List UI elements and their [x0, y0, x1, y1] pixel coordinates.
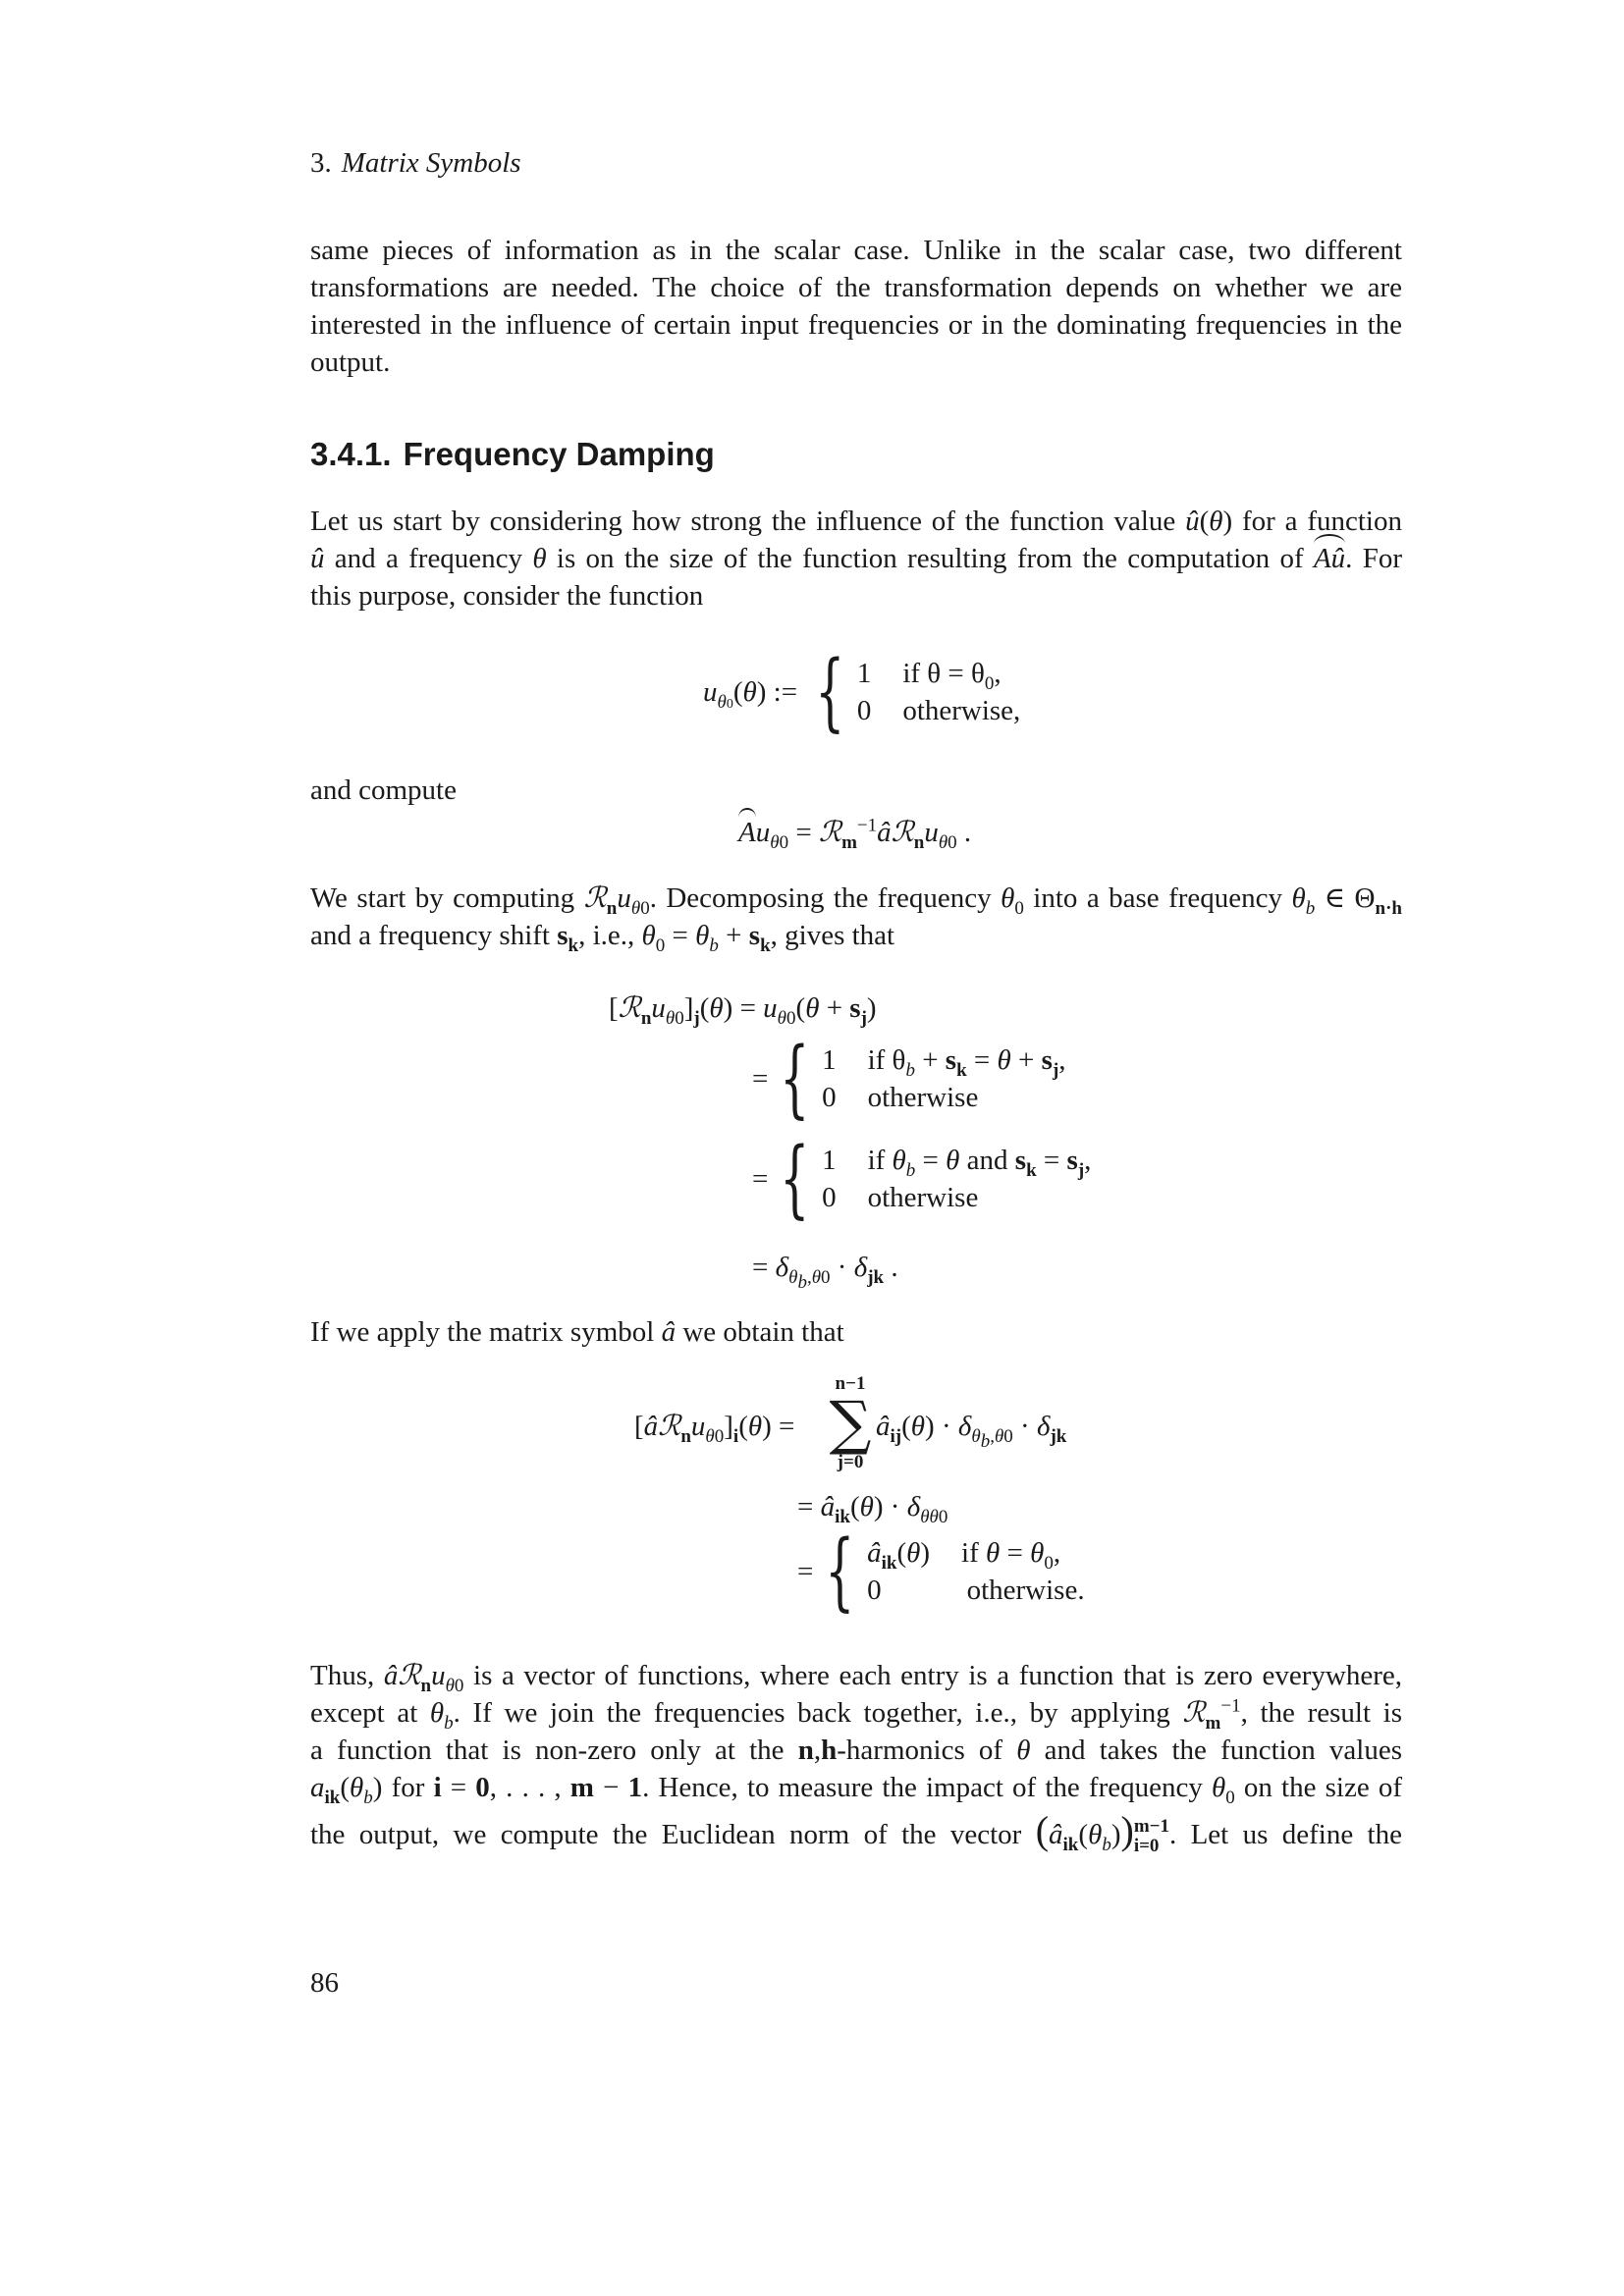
paragraph-2: Let us start by considering how strong the influence of the function value û(θ) for a function û and a frequency θ is on the size of the function resulting from the computation of Aû. For this purpose, consider the function: [310, 506, 1402, 612]
paragraph-3: We start by computing $ℛ_nu_{\theta 0}$. Decomposing the frequency $\theta_0$ into a base frequency $\theta_b$ ∈ $\Theta_{n\cdot h}$ and a frequency shift $s_k$, i.e., $\theta_0 = \theta_b + s_k$, gives that: [310, 882, 1402, 956]
paragraph-1: same pieces of information as in the scalar case. Unlike in the scalar case, two different transformations are needed. The choice of the transformation depends on whether we are interested in the influence of certain input frequencies or in the dominating frequencies in the output.: [310, 235, 1402, 378]
and-compute: and compute: [310, 774, 457, 806]
chapter-number: 3.: [310, 147, 332, 179]
paragraph-5: Thus, $âℛ_nu_{\theta 0}$ is a vector of functions, where each entry is a function that is zero everywhere, except at $\theta_b$. If we join the frequencies back together, i.e., by applying ℛ$_m^{-1}$, the result is a function that is non-zero only at the n,h-harmonics of θ and takes the function values $a_{ik}(\theta_b)$ for i = 0, . . . , m − 1. Hence, to measure the impact of the frequency $\theta_0$ on the size of the output, we compute the Euclidean norm of the vector $(â_{ik}(\theta_b))$ m−1 i=0 . Let us define the: [310, 1660, 1403, 1857]
equation-u-theta0: $u_{\theta 0}(\theta)$ := { 1 if $\theta = \theta_0$, 0 otherwise,: [703, 643, 1021, 741]
section-title: Frequency Damping: [403, 436, 715, 472]
section-heading: [310, 436, 715, 473]
page-number: 86: [310, 1967, 339, 1999]
equation-a-u: $Au_{\theta 0}$ = $ℛ_m^{-1}âℛ_nu_{\theta 0}$ .: [738, 815, 972, 853]
running-head: [310, 147, 521, 180]
section-number: 3.4.1.: [310, 436, 392, 472]
paragraph-4: If we apply the matrix symbol â we obtain that: [310, 1316, 844, 1348]
chapter-title: Matrix Symbols: [341, 147, 521, 179]
